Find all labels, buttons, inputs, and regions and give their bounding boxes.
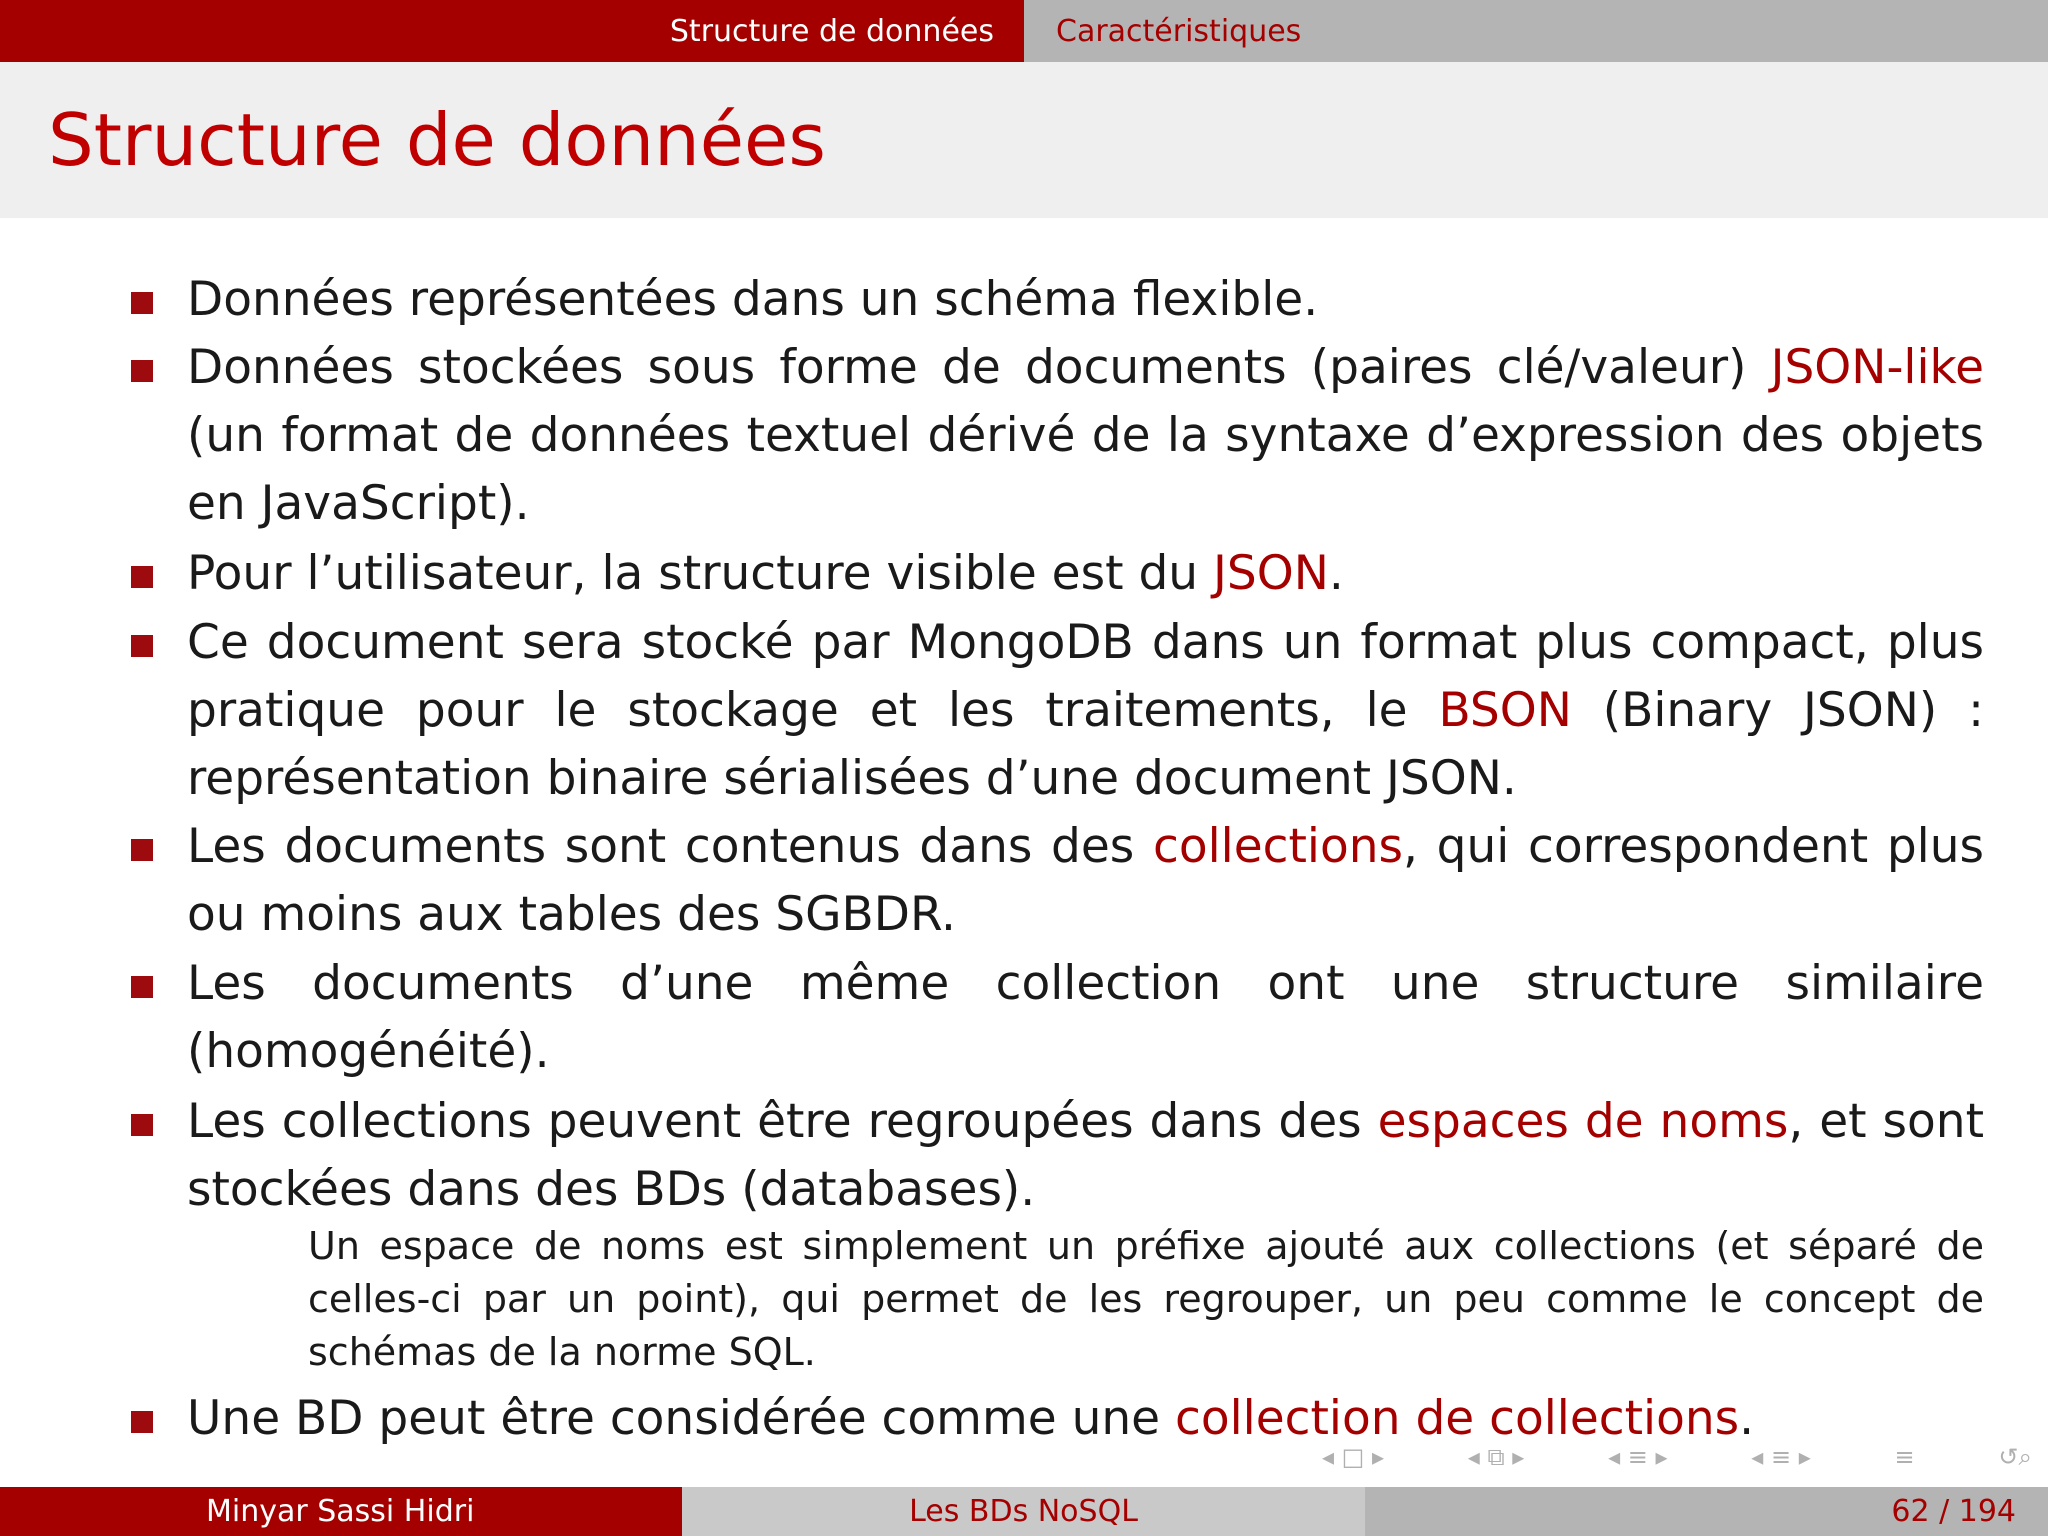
navigation-symbols xyxy=(1322,1441,2032,1473)
bullet-text: , et sont stockées dans des BDs (databases). xyxy=(187,1094,1984,1217)
nav-appendix-icon[interactable]: ≡ xyxy=(1894,1443,1915,1471)
nav-document-icon[interactable]: ◂ ≡ ▸ xyxy=(1751,1443,1811,1471)
list-item xyxy=(187,1088,1984,1224)
highlight-term: collections xyxy=(1152,819,1403,874)
highlight-term: espaces de noms xyxy=(1377,1094,1789,1149)
slide-title: Structure de données xyxy=(48,98,826,182)
namespace-note: Un espace de noms est simplement un préfixe ajouté aux collections (et séparé de celles-ci par un point), qui permet de les regrouper, un peu comme le concept de schémas de la norme SQL. xyxy=(308,1224,1984,1374)
bullet-text: , qui correspondent plus ou moins aux tables des SGBDR. xyxy=(187,819,1984,942)
bullet-text: Données représentées dans un schéma flexible. xyxy=(187,272,1319,327)
top-navigation-bar xyxy=(0,0,2048,62)
bullet-text: Les collections peuvent être regroupées dans des xyxy=(187,1094,1378,1149)
nav-search-icon[interactable]: ↺⌕ xyxy=(1998,1443,2032,1471)
list-item xyxy=(187,950,1984,1086)
bullet-text: . xyxy=(1328,546,1344,601)
bullet-text: . xyxy=(1739,1391,1755,1446)
highlight-term: JSON-like xyxy=(1770,340,1984,395)
footer-page-number: 62 / 194 xyxy=(1365,1487,2048,1536)
highlight-term: BSON xyxy=(1438,683,1572,738)
list-item xyxy=(187,609,1984,813)
frame-title-bar xyxy=(0,62,2048,218)
footer-author: Minyar Sassi Hidri xyxy=(0,1487,682,1536)
footer-course: Les BDs NoSQL xyxy=(682,1487,1365,1536)
list-item xyxy=(187,813,1984,949)
nav-section-link[interactable]: Structure de données xyxy=(0,0,1024,62)
bullet-text: (un format de données textuel dérivé de la syntaxe d’expression des objets en JavaScript). xyxy=(187,408,1984,531)
nav-subsection-icon[interactable]: ◂ ⧉ ▸ xyxy=(1467,1443,1525,1471)
list-item xyxy=(187,266,1984,334)
bullet-text: Pour l’utilisateur, la structure visible est du xyxy=(187,546,1214,601)
nav-frame-back-icon[interactable]: ◂ □ ▸ xyxy=(1322,1443,1385,1471)
nav-subsection-link[interactable]: Caractéristiques xyxy=(1024,0,2048,62)
bullet-text: Une BD peut être considérée comme une xyxy=(187,1391,1176,1446)
list-item xyxy=(187,540,1984,608)
bullet-text: Les documents d’une même collection ont une structure similaire (homogénéité). xyxy=(187,956,1984,1079)
nav-section-icon[interactable]: ◂ ≡ ▸ xyxy=(1608,1443,1668,1471)
highlight-term: collection de collections xyxy=(1175,1391,1740,1446)
bullet-text: Ce document sera stocké par MongoDB dans un format plus compact, plus pratique pour le stockage et les traitements, le xyxy=(187,615,1984,738)
footer-bar xyxy=(0,1487,2048,1536)
bullet-text: Les documents sont contenus dans des xyxy=(187,819,1153,874)
list-item xyxy=(187,334,1984,538)
highlight-term: JSON xyxy=(1213,546,1329,601)
bullet-text: Données stockées sous forme de documents (paires clé/valeur) xyxy=(187,340,1771,395)
bullet-text: (Binary JSON) : représentation binaire sérialisées d’une document JSON. xyxy=(187,683,1984,806)
